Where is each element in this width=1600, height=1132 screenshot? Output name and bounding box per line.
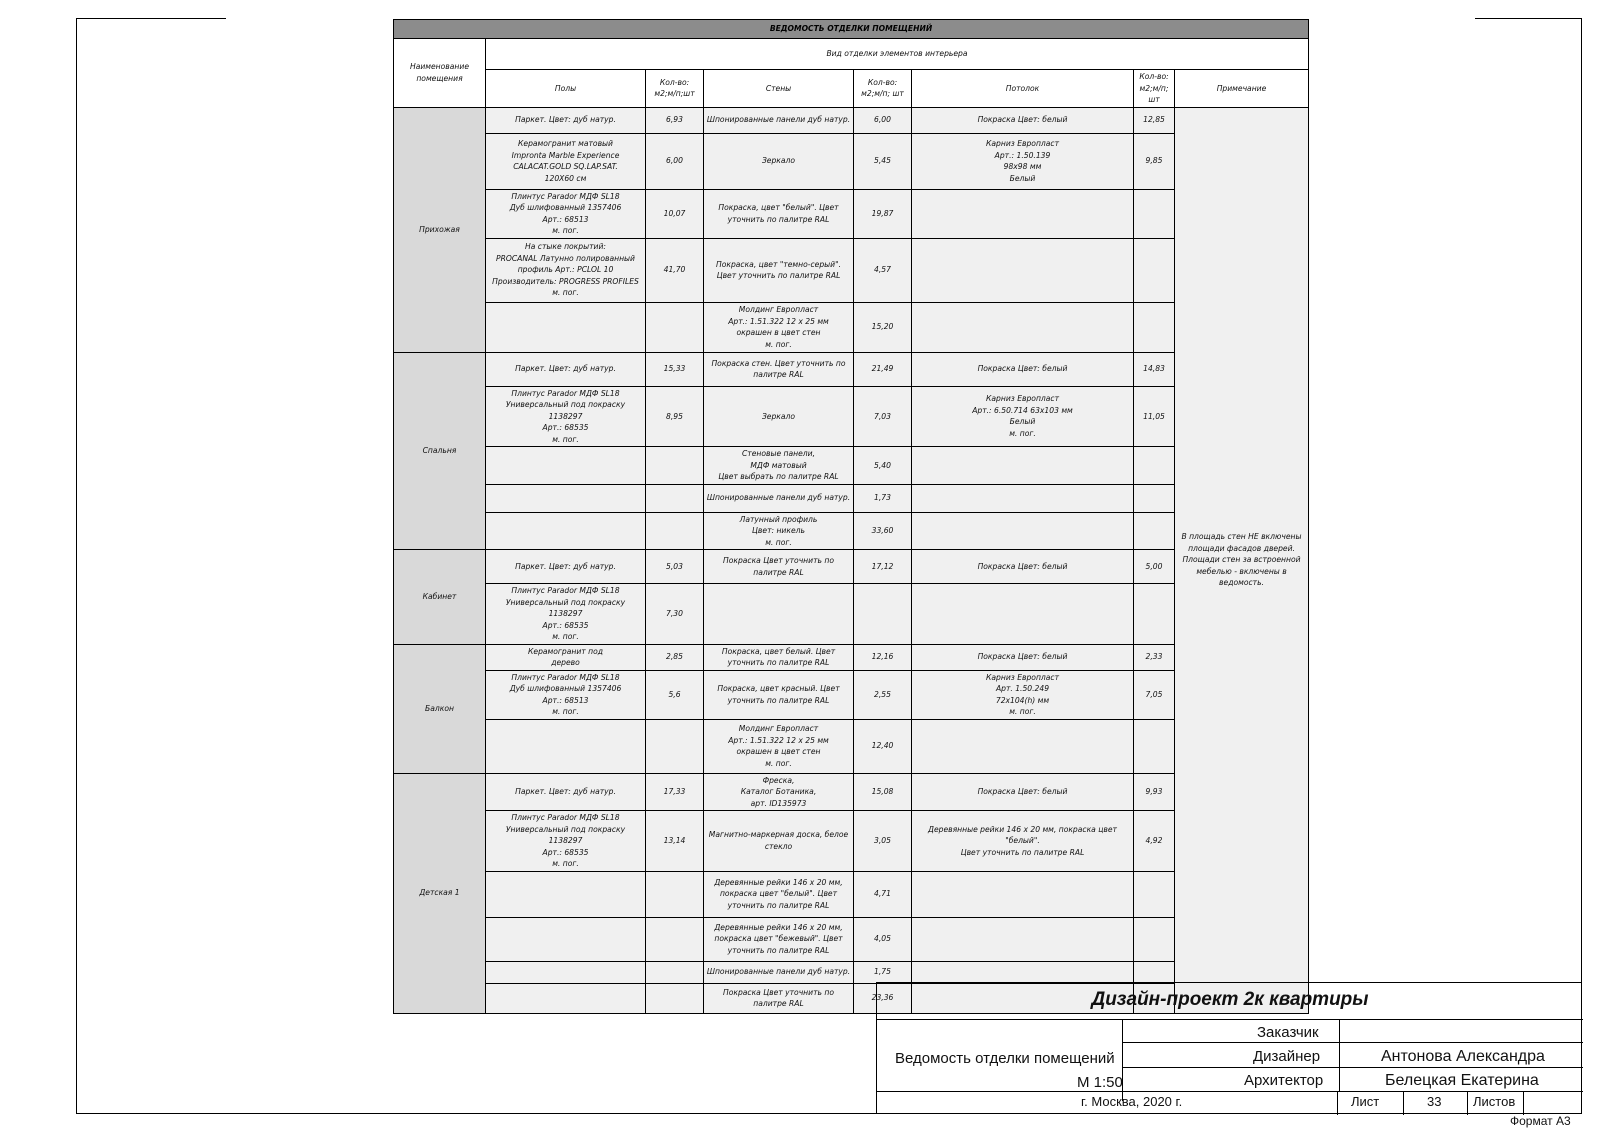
schedule-row: [394, 773, 1309, 811]
floor-finish: Паркет. Цвет: дуб натур.: [486, 550, 646, 584]
schedule-row: [394, 238, 1309, 302]
floor-qty: 8,95: [646, 386, 704, 447]
floor-finish: [486, 871, 646, 917]
person-designer: Антонова Александра: [1381, 1048, 1545, 1065]
schedule-row: [394, 961, 1309, 983]
ceiling-finish: [912, 484, 1134, 512]
floor-qty: 5,03: [646, 550, 704, 584]
floor-qty: [646, 302, 704, 352]
schedule-row: [394, 352, 1309, 386]
project-title: Дизайн-проект 2к квартиры: [1091, 989, 1369, 1010]
ceiling-qty: 2,33: [1134, 644, 1175, 670]
ceiling-finish: Карниз Европласт Арт. 1.50.249 72x104(h) мм м. пог.: [912, 670, 1134, 719]
wall-finish: Стеновые панели, МДФ матовый Цвет выбрать по палитре RAL: [704, 447, 854, 485]
room-name: Прихожая: [394, 107, 486, 352]
schedule-row: [394, 871, 1309, 917]
ceiling-qty: [1134, 238, 1175, 302]
ceiling-qty: [1134, 189, 1175, 238]
floor-qty: 6,00: [646, 133, 704, 189]
floor-qty: [646, 719, 704, 773]
floor-qty: 2,85: [646, 644, 704, 670]
ceiling-qty: 12,85: [1134, 107, 1175, 133]
ceiling-qty: 4,92: [1134, 811, 1175, 872]
schedule-row: [394, 484, 1309, 512]
wall-qty: 19,87: [854, 189, 912, 238]
ceiling-qty: 14,83: [1134, 352, 1175, 386]
wall-finish: Молдинг Европласт Арт.: 1.51.322 12 x 25 мм окрашен в цвет стен м. пог.: [704, 302, 854, 352]
floor-qty: [646, 917, 704, 961]
schedule-row: [394, 811, 1309, 872]
floor-qty: [646, 871, 704, 917]
floor-finish: Плинтус Parador МДФ SL18 Универсальный под покраску 1138297 Арт.: 68535 м. пог.: [486, 811, 646, 872]
schedule-row: [394, 670, 1309, 719]
frame-top-left-tick: [76, 18, 226, 19]
wall-qty: 5,45: [854, 133, 912, 189]
floor-qty: [646, 983, 704, 1013]
schedule-row: [394, 644, 1309, 670]
schedule-row: [394, 550, 1309, 584]
wall-finish: Покраска, цвет "темно-серый". Цвет уточнить по палитре RAL: [704, 238, 854, 302]
wall-qty: 33,60: [854, 512, 912, 550]
ceiling-qty: [1134, 961, 1175, 983]
floor-finish: Паркет. Цвет: дуб натур.: [486, 107, 646, 133]
schedule-body: [394, 107, 1309, 1013]
ceiling-qty: [1134, 302, 1175, 352]
room-name: Балкон: [394, 644, 486, 773]
floor-qty: 10,07: [646, 189, 704, 238]
ceiling-finish: Карниз Европласт Арт.: 1.50.139 98x98 мм Белый: [912, 133, 1134, 189]
sheet-number: 33: [1427, 1094, 1442, 1109]
floor-qty: [646, 961, 704, 983]
role-designer: Дизайнер: [1253, 1048, 1321, 1065]
room-name: Детская 1: [394, 773, 486, 1013]
wall-qty: 15,08: [854, 773, 912, 811]
frame-top-right-tick: [1475, 18, 1582, 19]
wall-qty: 17,12: [854, 550, 912, 584]
sheet-name: Ведомость отделки помещений: [895, 1050, 1115, 1067]
wall-qty: 21,49: [854, 352, 912, 386]
floor-finish: Плинтус Parador МДФ SL18 Дуб шлифованный 1357406 Арт.: 68513 м. пог.: [486, 189, 646, 238]
ceiling-finish: [912, 189, 1134, 238]
schedule-row: [394, 386, 1309, 447]
ceiling-qty: [1134, 871, 1175, 917]
wall-qty: 6,00: [854, 107, 912, 133]
floor-qty: [646, 484, 704, 512]
wall-finish: Деревянные рейки 146 x 20 мм, покраска цвет "белый". Цвет уточнить по палитре RAL: [704, 871, 854, 917]
wall-finish: Покраска Цвет уточнить по палитре RAL: [704, 550, 854, 584]
ceiling-finish: [912, 961, 1134, 983]
header-ceiling: Потолок: [912, 70, 1134, 108]
header-walls-qty: Кол-во: м2;м/п; шт: [854, 70, 912, 108]
floor-qty: [646, 447, 704, 485]
city-year: г. Москва, 2020 г.: [1081, 1094, 1183, 1109]
wall-finish: Покраска, цвет красный. Цвет уточнить по палитре RAL: [704, 670, 854, 719]
ceiling-qty: [1134, 719, 1175, 773]
schedule-row: [394, 133, 1309, 189]
ceiling-finish: Покраска Цвет: белый: [912, 352, 1134, 386]
wall-finish: Фреска, Каталог Ботаника, арт. ID135973: [704, 773, 854, 811]
ceiling-qty: 7,05: [1134, 670, 1175, 719]
floor-finish: [486, 961, 646, 983]
ceiling-qty: [1134, 447, 1175, 485]
ceiling-finish: Покраска Цвет: белый: [912, 107, 1134, 133]
role-customer: Заказчик: [1257, 1024, 1319, 1041]
header-ceiling-qty: Кол-во: м2;м/п; шт: [1134, 70, 1175, 108]
format-label: Формат А3: [1510, 1114, 1571, 1128]
wall-finish: Латунный профиль Цвет: никель м. пог.: [704, 512, 854, 550]
ceiling-finish: Покраска Цвет: белый: [912, 550, 1134, 584]
ceiling-finish: [912, 238, 1134, 302]
note-text: В площадь стен НЕ включены площади фасадов дверей. Площади стен за встроенной мебелью - включены в ведомость.: [1175, 107, 1309, 1013]
schedule-row: [394, 447, 1309, 485]
ceiling-finish: [912, 719, 1134, 773]
ceiling-qty: 5,00: [1134, 550, 1175, 584]
floor-finish: [486, 719, 646, 773]
wall-finish: Покраска Цвет уточнить по палитре RAL: [704, 983, 854, 1013]
ceiling-finish: [912, 302, 1134, 352]
floor-finish: Керамогранит матовый Impronta Marble Experience CALACAT.GOLD SQ.LAP.SAT. 120X60 см: [486, 133, 646, 189]
ceiling-finish: [912, 584, 1134, 645]
ceiling-finish: Покраска Цвет: белый: [912, 773, 1134, 811]
wall-finish: Покраска, цвет "белый". Цвет уточнить по палитре RAL: [704, 189, 854, 238]
floor-qty: 5,6: [646, 670, 704, 719]
room-name: Спальня: [394, 352, 486, 550]
wall-qty: 15,20: [854, 302, 912, 352]
schedule-row: [394, 719, 1309, 773]
wall-finish: Молдинг Европласт Арт.: 1.51.322 12 x 25 мм окрашен в цвет стен м. пог.: [704, 719, 854, 773]
wall-qty: [854, 584, 912, 645]
floor-finish: На стыке покрытий: PROCANAL Латунно полированный профиль Арт.: PCLOL 10 Производитель: PROGRESS PROFILES м. пог.: [486, 238, 646, 302]
wall-qty: 2,55: [854, 670, 912, 719]
floor-finish: [486, 512, 646, 550]
room-name: Кабинет: [394, 550, 486, 645]
wall-qty: 12,40: [854, 719, 912, 773]
floor-finish: Плинтус Parador МДФ SL18 Универсальный под покраску 1138297 Арт.: 68535 м. пог.: [486, 386, 646, 447]
floor-finish: [486, 917, 646, 961]
sheets-label: Листов: [1473, 1094, 1516, 1109]
header-note: Примечание: [1175, 70, 1309, 108]
wall-finish: [704, 584, 854, 645]
wall-qty: 4,71: [854, 871, 912, 917]
title-block: [876, 982, 1582, 1114]
wall-qty: 7,03: [854, 386, 912, 447]
role-architect: Архитектор: [1244, 1072, 1324, 1089]
ceiling-finish: [912, 917, 1134, 961]
ceiling-finish: Покраска Цвет: белый: [912, 644, 1134, 670]
ceiling-finish: [912, 447, 1134, 485]
header-finish-types: Вид отделки элементов интерьера: [486, 39, 1309, 70]
schedule-row: [394, 107, 1309, 133]
wall-finish: Шпонированные панели дуб натур.: [704, 107, 854, 133]
floor-finish: [486, 983, 646, 1013]
wall-qty: 12,16: [854, 644, 912, 670]
ceiling-qty: 9,85: [1134, 133, 1175, 189]
header-room-name: Наименование помещения: [394, 39, 486, 108]
floor-qty: [646, 512, 704, 550]
wall-finish: Магнитно-маркерная доска, белое стекло: [704, 811, 854, 872]
ceiling-finish: [912, 512, 1134, 550]
scale-label: М 1:50: [1077, 1074, 1123, 1091]
wall-finish: Шпонированные панели дуб натур.: [704, 961, 854, 983]
sheet-label: Лист: [1351, 1094, 1380, 1109]
floor-finish: [486, 302, 646, 352]
schedule-row: [394, 584, 1309, 645]
floor-finish: Плинтус Parador МДФ SL18 Дуб шлифованный 1357406 Арт.: 68513 м. пог.: [486, 670, 646, 719]
wall-finish: Покраска стен. Цвет уточнить по палитре RAL: [704, 352, 854, 386]
floor-finish: [486, 447, 646, 485]
floor-finish: Паркет. Цвет: дуб натур.: [486, 352, 646, 386]
wall-finish: Зеркало: [704, 386, 854, 447]
ceiling-finish: [912, 871, 1134, 917]
wall-finish: Зеркало: [704, 133, 854, 189]
floor-qty: 6,93: [646, 107, 704, 133]
schedule-row: [394, 917, 1309, 961]
wall-qty: 4,57: [854, 238, 912, 302]
floor-qty: 7,30: [646, 584, 704, 645]
schedule-title: ВЕДОМОСТЬ ОТДЕЛКИ ПОМЕЩЕНИЙ: [394, 20, 1309, 39]
ceiling-qty: 9,93: [1134, 773, 1175, 811]
wall-finish: Шпонированные панели дуб натур.: [704, 484, 854, 512]
schedule-row: [394, 189, 1309, 238]
header-walls: Стены: [704, 70, 854, 108]
floor-finish: Плинтус Parador МДФ SL18 Универсальный под покраску 1138297 Арт.: 68535 м. пог.: [486, 584, 646, 645]
floor-qty: 17,33: [646, 773, 704, 811]
wall-finish: Покраска, цвет белый. Цвет уточнить по палитре RAL: [704, 644, 854, 670]
wall-qty: 5,40: [854, 447, 912, 485]
wall-qty: 1,73: [854, 484, 912, 512]
schedule-row: [394, 302, 1309, 352]
ceiling-finish: Деревянные рейки 146 x 20 мм, покраска цвет "белый". Цвет уточнить по палитре RAL: [912, 811, 1134, 872]
wall-qty: 1,75: [854, 961, 912, 983]
person-architect: Белецкая Екатерина: [1385, 1072, 1539, 1089]
floor-qty: 41,70: [646, 238, 704, 302]
wall-finish: Деревянные рейки 146 x 20 мм, покраска цвет "бежевый". Цвет уточнить по палитре RAL: [704, 917, 854, 961]
schedule-row: [394, 512, 1309, 550]
ceiling-qty: [1134, 512, 1175, 550]
ceiling-qty: [1134, 584, 1175, 645]
ceiling-qty: 11,05: [1134, 386, 1175, 447]
floor-finish: Керамогранит под дерево: [486, 644, 646, 670]
ceiling-finish: Карниз Европласт Арт.: 6.50.714 63x103 мм Белый м. пог.: [912, 386, 1134, 447]
finishing-schedule-table: [393, 19, 1309, 1014]
wall-qty: 4,05: [854, 917, 912, 961]
wall-qty: 23,36: [854, 983, 912, 1013]
floor-qty: 13,14: [646, 811, 704, 872]
ceiling-qty: [1134, 484, 1175, 512]
floor-finish: [486, 484, 646, 512]
header-floors-qty: Кол-во: м2;м/п;шт: [646, 70, 704, 108]
floor-finish: Паркет. Цвет: дуб натур.: [486, 773, 646, 811]
ceiling-qty: [1134, 917, 1175, 961]
wall-qty: 3,05: [854, 811, 912, 872]
header-floors: Полы: [486, 70, 646, 108]
floor-qty: 15,33: [646, 352, 704, 386]
